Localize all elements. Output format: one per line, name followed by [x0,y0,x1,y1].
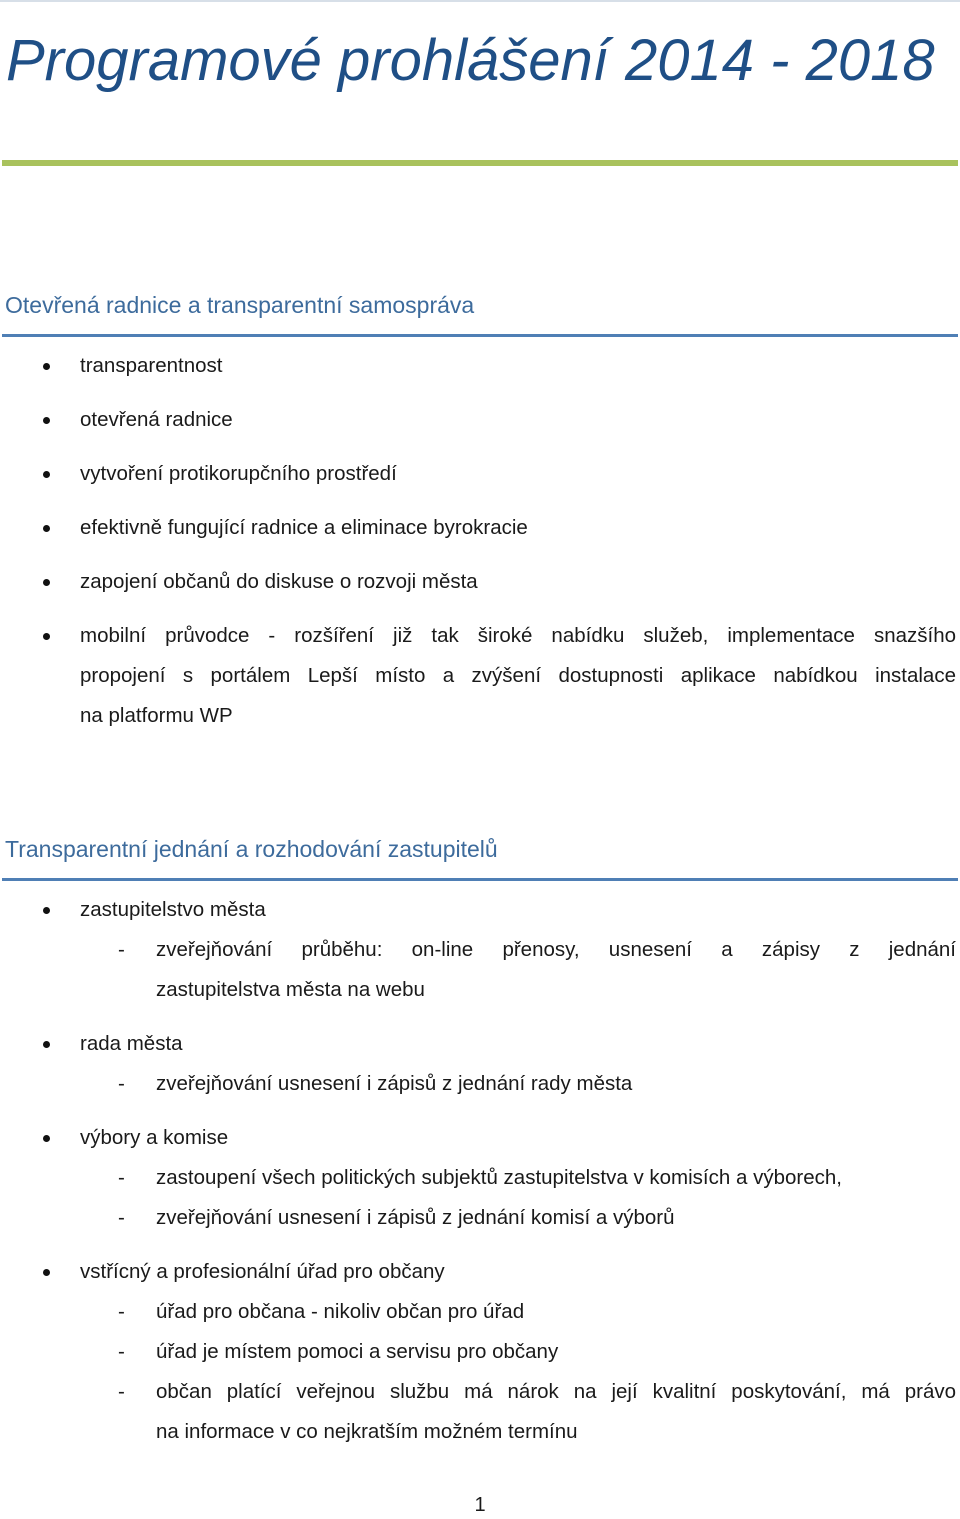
group-label-town-board: rada města [80,1032,183,1055]
list-item-line: propojení s portálem Lepší místo a zvýšení dostupnosti aplikace nabídkou instalace [80,664,956,687]
bullet-icon [43,525,50,532]
section-underline [2,878,958,881]
page-number: 1 [474,1494,486,1516]
bullet-icon [43,1269,50,1276]
bullet-icon [43,471,50,478]
dash-marker: - [118,1380,125,1403]
dash-marker: - [118,1166,125,1189]
dash-marker: - [118,1072,125,1095]
page-top-border [0,0,960,2]
sub-item-line: zastoupení všech politických subjektů zastupitelstva v komisích a výborech, [156,1166,842,1189]
dash-marker: - [118,1300,125,1323]
list-item: efektivně fungující radnice a eliminace byrokracie [80,516,528,539]
sub-item-line: zastupitelstva města na webu [156,978,425,1001]
group-label-council: zastupitelstvo města [80,898,266,921]
dash-marker: - [118,1340,125,1363]
dash-marker: - [118,1206,125,1229]
bullet-icon [43,633,50,640]
list-item-line: mobilní průvodce - rozšíření již tak široké nabídku služeb, implementace snazšího [80,624,956,647]
bullet-icon [43,417,50,424]
group-label-committees: výbory a komise [80,1126,229,1149]
list-item: otevřená radnice [80,408,233,431]
sub-item-line: občan platící veřejnou službu má nárok na její kvalitní poskytování, má právo [156,1380,956,1403]
sub-item-line: úřad pro občana - nikoliv občan pro úřad [156,1300,525,1323]
section-heading-transparent-council: Transparentní jednání a rozhodování zastupitelů [5,836,498,862]
list-item: vytvoření protikorupčního prostředí [80,462,397,485]
dash-marker: - [118,938,125,961]
sub-item-line: úřad je místem pomoci a servisu pro občany [156,1340,559,1363]
section-underline [2,334,958,337]
section-heading-open-town-hall: Otevřená radnice a transparentní samospráva [5,292,475,318]
sub-item-line: na informace v co nejkratším možném termínu [156,1420,578,1443]
list-item: zapojení občanů do diskuse o rozvoji města [80,570,478,593]
list-item-line: na platformu WP [80,704,233,727]
title-underline [2,160,958,166]
group-label-office: vstřícný a profesionální úřad pro občany [80,1260,445,1283]
bullet-icon [43,1135,50,1142]
sub-item-line: zveřejňování usnesení i zápisů z jednání rady města [156,1072,633,1095]
bullet-icon [43,579,50,586]
bullet-icon [43,363,50,370]
bullet-icon [43,1041,50,1048]
sub-item-line: zveřejňování usnesení i zápisů z jednání komisí a výborů [156,1206,675,1229]
document-title: Programové prohlášení 2014 - 2018 [6,28,935,93]
list-item: transparentnost [80,354,223,377]
sub-item-line: zveřejňování průběhu: on-line přenosy, usnesení a zápisy z jednání [156,938,956,961]
bullet-icon [43,907,50,914]
